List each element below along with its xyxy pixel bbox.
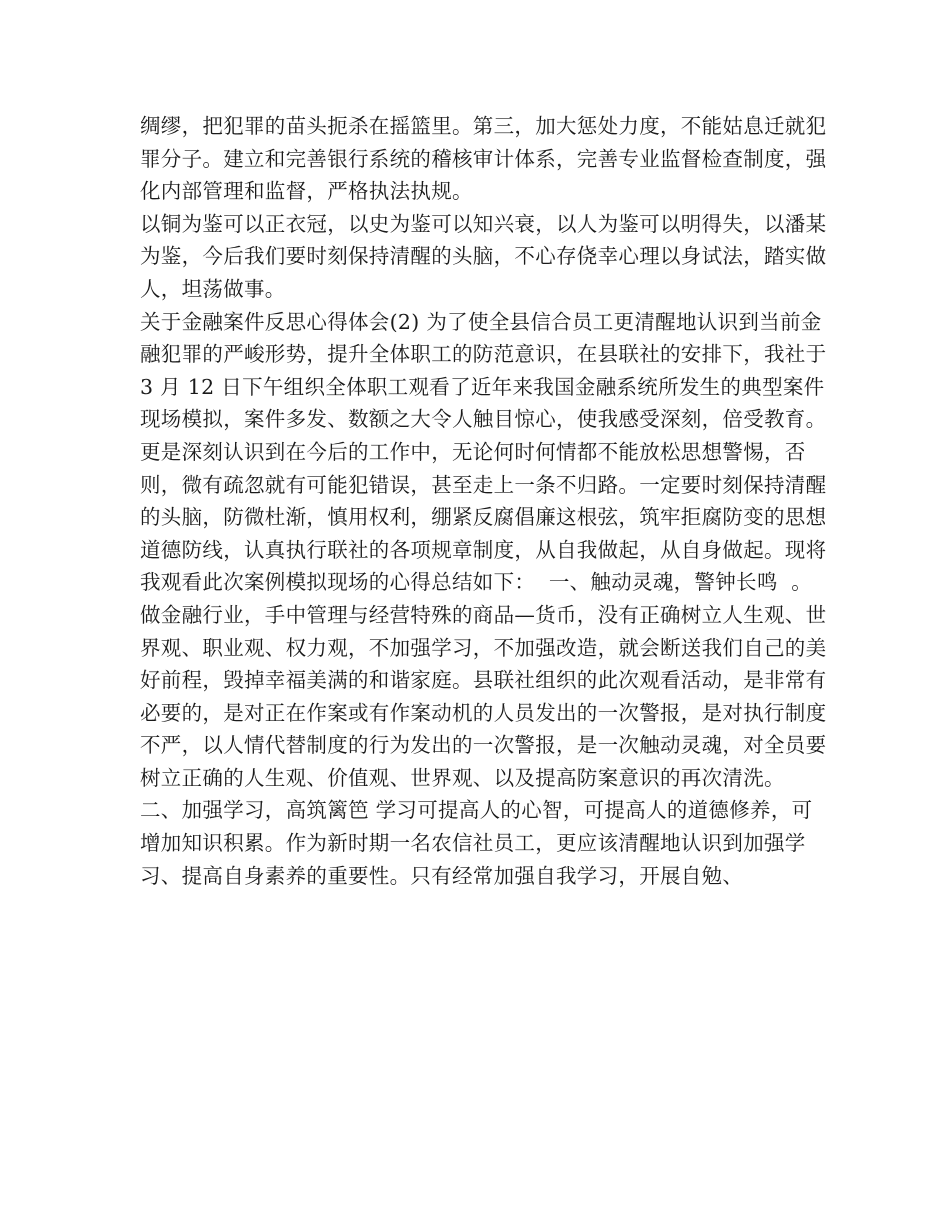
document-body (140, 110, 834, 892)
paragraph-4: 更是深刻认识到在今后的工作中，无论何时何情都不能放松思想警惕，否则，微有疏忽就有可能犯错误，甚至走上一条不归路。一定要时刻保持清醒的头脑，防微杜渐，慎用权利，绷紧反腐倡廉这根弦，筑牢拒腐防变的思想道德防线，认真执行联社的各项规章制度，从自我做起，从自身做起。现将我观看此次案例模拟现场的心得总结如下： 一、触动灵魂，警钟长鸣 。 (140, 439, 827, 595)
paragraph-3: 关于金融案件反思心得体会(2) 为了使全县信合员工更清醒地认识到当前金融犯罪的严峻形势，提升全体职工的防范意识，在县联社的安排下，我社于 3 月 12 日下午组织全体职工观看了近年来我国金融系统所发生的典型案件现场模拟，案件多发、数额之大令人触目惊心，使我感受深刻，倍受教育。 (140, 309, 834, 432)
paragraph-2: 以铜为鉴可以正衣冠，以史为鉴可以知兴衰，以人为鉴可以明得失，以潘某为鉴，今后我们要时刻保持清醒的头脑，不心存侥幸心理以身试法，踏实做人，坦荡做事。 (140, 211, 827, 301)
paragraph-5: 做金融行业，手中管理与经营特殊的商品—货币，没有正确树立人生观、世界观、职业观、权力观，不加强学习，不加强改造，就会断送我们自己的美好前程，毁掉幸福美满的和谐家庭。县联社组织的此次观看活动，是非常有必要的，是对正在作案或有作案动机的人员发出的一次警报，是对执行制度不严，以人情代替制度的行为发出的一次警报，是一次触动灵魂，对全员要树立正确的人生观、价值观、世界观、以及提高防案意识的再次清洗。 (140, 602, 827, 790)
paragraph-1: 绸缪，把犯罪的苗头扼杀在摇篮里。第三，加大惩处力度，不能姑息迁就犯罪分子。建立和完善银行系统的稽核审计体系，完善专业监督检查制度，强化内部管理和监督，严格执法执规。 (140, 114, 827, 204)
paragraph-6: 二、加强学习，高筑篱笆 学习可提高人的心智，可提高人的道德修养，可增加知识积累。作为新时期一名农信社员工，更应该清醒地认识到加强学习、提高自身素养的重要性。只有经常加强自我学习，开展自勉、 (140, 798, 813, 888)
